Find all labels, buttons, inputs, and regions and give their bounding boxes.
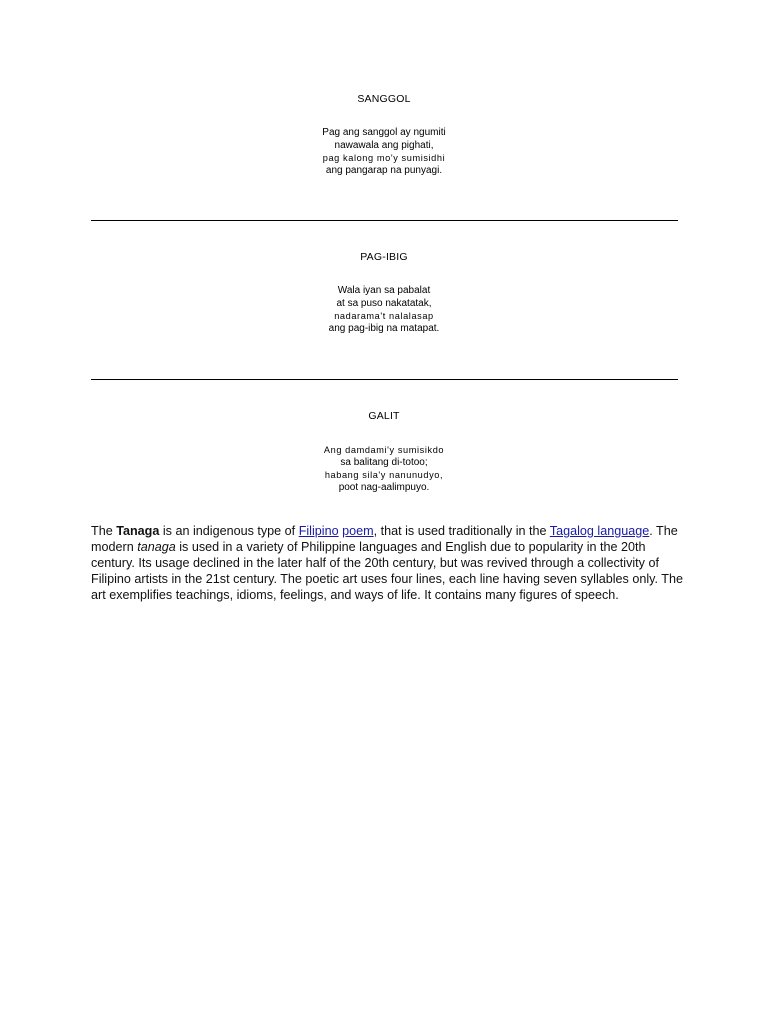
poem-title: PAG-IBIG bbox=[360, 251, 408, 263]
poem-line: ang pag-ibig na matapat. bbox=[328, 322, 440, 334]
poem-sanggol bbox=[0, 93, 768, 177]
term-tanaga-italic: tanaga bbox=[137, 540, 176, 554]
paragraph-text: , that is used traditionally in the bbox=[373, 524, 550, 538]
paragraph-text: is an indigenous type of bbox=[159, 524, 299, 538]
poem-line: habang sila'y nanunudyo, bbox=[324, 470, 444, 481]
poem-line: pag kalong mo'y sumisidhi bbox=[322, 153, 446, 164]
poem-line: Pag ang sanggol ay ngumiti bbox=[322, 127, 446, 139]
poem-pag-ibig bbox=[0, 251, 768, 335]
poem-line: at sa puso nakatatak, bbox=[336, 297, 432, 309]
poem-line: Wala iyan sa pabalat bbox=[337, 285, 431, 297]
poem-galit bbox=[0, 410, 768, 494]
poem-line: nawawala ang pighati, bbox=[334, 139, 434, 151]
paragraph-text: . The modern bbox=[91, 524, 678, 554]
poem-stanza bbox=[0, 444, 768, 494]
link-filipino[interactable]: Filipino bbox=[298, 524, 339, 538]
poem-stanza bbox=[0, 285, 768, 335]
poem-stanza bbox=[0, 127, 768, 177]
poem-title: GALIT bbox=[368, 410, 400, 422]
tanaga-description-paragraph bbox=[91, 523, 691, 603]
poem-line: poot nag-aalimpuyo. bbox=[338, 481, 430, 493]
poem-line: sa balitang di-totoo; bbox=[340, 456, 428, 468]
paragraph-text: The bbox=[91, 524, 117, 538]
poem-title: SANGGOL bbox=[357, 93, 411, 105]
term-tanaga: Tanaga bbox=[116, 524, 160, 538]
poem-line: Ang damdami'y sumisikdo bbox=[323, 445, 445, 456]
poem-line: nadarama't nalalasap bbox=[334, 311, 434, 322]
link-tagalog-language[interactable]: Tagalog language bbox=[549, 524, 650, 538]
section-divider bbox=[91, 220, 678, 221]
section-divider bbox=[91, 379, 678, 380]
paragraph-text: is used in a variety of Philippine languages and English due to popularity in the 20th century. Its usage declined in the later half of the 20th century, but was revived through a collectivity of Filipino artists in the 21st century. The poetic art uses four lines, each line having seven syllables only. The art exemplifies teachings, idioms, feelings, and ways of life. It contains many figures of speech. bbox=[91, 540, 683, 602]
link-poem[interactable]: poem bbox=[342, 524, 374, 538]
poem-line: ang pangarap na punyagi. bbox=[325, 164, 443, 176]
